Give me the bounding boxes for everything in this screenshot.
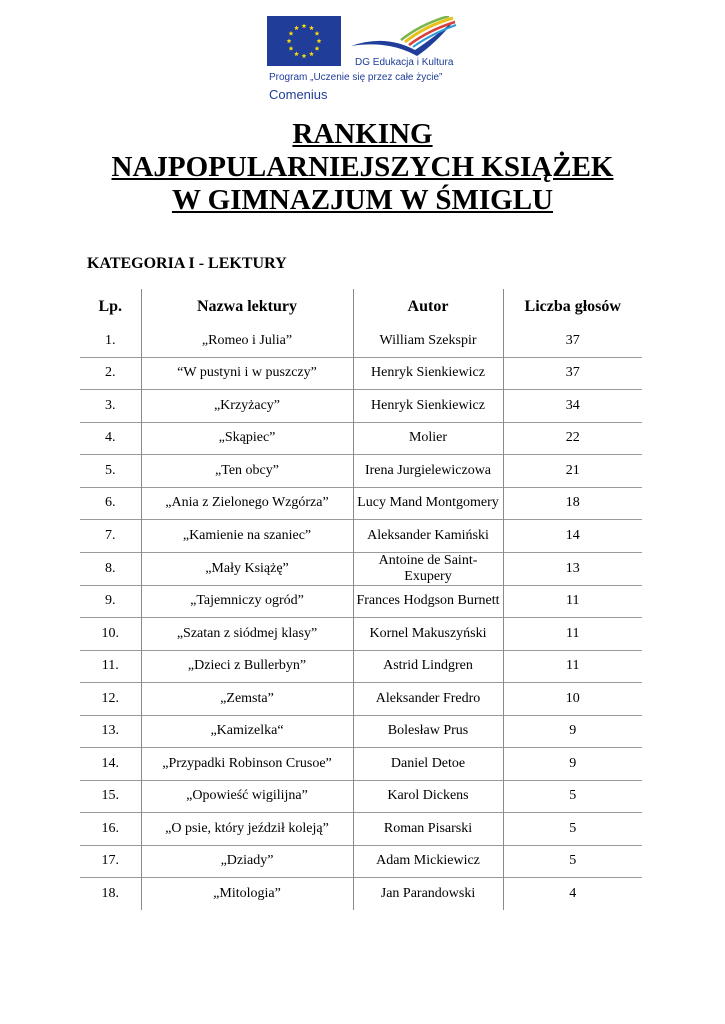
cell-lp: 8. [105,560,116,576]
cell-book-title: „Mały Książę” [141,552,353,585]
table-row [80,422,642,455]
cell-author: Jan Parandowski [353,878,503,910]
cell-votes: 37 [503,325,642,357]
header-author: Autor [353,289,503,325]
table-row [80,780,642,813]
cell-votes: 11 [503,650,642,683]
cell-lp: 1. [105,332,116,348]
header-title: Nazwa lektury [141,289,353,325]
cell-author: Astrid Lindgren [353,650,503,683]
cell-votes: 21 [503,455,642,488]
category-heading: KATEGORIA I - LEKTURY [87,255,287,272]
page-title [0,118,725,217]
logo-program-text: Program „Uczenie się przez całe życie” [269,72,443,83]
cell-book-title: „Mitologia” [141,878,353,910]
cell-book-title: „Skąpiec” [141,422,353,455]
cell-author: Adam Mickiewicz [353,845,503,878]
cell-book-title: „Dzieci z Bullerbyn” [141,650,353,683]
cell-author: Antoine de Saint-Exupery [353,552,503,585]
table-row [80,325,642,357]
header-lp: Lp. [98,298,123,315]
table-row [80,390,642,423]
table-row [80,715,642,748]
cell-author: Frances Hodgson Burnett [353,585,503,618]
table-row [80,487,642,520]
cell-lp: 10. [101,625,119,641]
title-line-3: W GIMNAZJUM W ŚMIGLU [171,184,554,216]
table-header-row [80,289,642,325]
table-row [80,683,642,716]
cell-lp: 15. [101,788,119,804]
cell-author: Aleksander Kamiński [353,520,503,553]
title-line-2: NAJPOPULARNIEJSZYCH KSIĄŻEK [111,151,614,183]
cell-author: Lucy Mand Montgomery [353,487,503,520]
cell-votes: 9 [503,715,642,748]
cell-book-title: „Kamienie na szaniec” [141,520,353,553]
table-row [80,455,642,488]
cell-author: Karol Dickens [353,780,503,813]
cell-lp: 3. [105,397,116,413]
cell-author: Henryk Sienkiewicz [353,357,503,390]
cell-author: William Szekspir [353,325,503,357]
cell-book-title: „Ten obcy” [141,455,353,488]
cell-lp: 14. [101,755,119,771]
eu-star-icon [309,25,314,30]
eu-star-icon [315,31,320,36]
eu-star-icon [317,38,322,43]
cell-votes: 13 [503,552,642,585]
cell-lp: 11. [101,658,119,674]
table-row [80,618,642,651]
cell-book-title: „Krzyżacy” [141,390,353,423]
eu-star-icon [302,53,307,58]
logo-dg-text: DG Edukacja i Kultura [355,57,454,68]
eu-stars-icon [267,16,341,66]
ranking-table [80,289,642,910]
table-row [80,748,642,781]
cell-votes: 22 [503,422,642,455]
cell-votes: 5 [503,845,642,878]
cell-votes: 18 [503,487,642,520]
title-line-1: RANKING [292,118,433,150]
cell-author: Daniel Detoe [353,748,503,781]
cell-author: Henryk Sienkiewicz [353,390,503,423]
cell-book-title: „Szatan z siódmej klasy” [141,618,353,651]
cell-book-title: „Zemsta” [141,683,353,716]
cell-book-title: “W pustyni i w puszczy” [141,357,353,390]
table-row [80,845,642,878]
cell-votes: 10 [503,683,642,716]
eu-star-icon [287,38,292,43]
cell-votes: 5 [503,780,642,813]
cell-author: Aleksander Fredro [353,683,503,716]
eu-star-icon [302,23,307,28]
cell-author: Bolesław Prus [353,715,503,748]
cell-lp: 9. [105,593,116,609]
eu-star-icon [309,51,314,56]
cell-book-title: „Romeo i Julia” [141,325,353,357]
cell-votes: 37 [503,357,642,390]
cell-lp: 17. [101,853,119,869]
cell-votes: 11 [503,585,642,618]
cell-book-title: „Przypadki Robinson Crusoe” [141,748,353,781]
header-votes: Liczba głosów [503,289,642,325]
cell-votes: 5 [503,813,642,846]
table-row [80,585,642,618]
cell-author: Kornel Makuszyński [353,618,503,651]
cell-book-title: „Kamizelka“ [141,715,353,748]
table-row [80,552,642,585]
cell-book-title: „Ania z Zielonego Wzgórza” [141,487,353,520]
cell-lp: 12. [101,690,119,706]
cell-votes: 9 [503,748,642,781]
eu-star-icon [294,25,299,30]
cell-book-title: „Opowieść wigilijna” [141,780,353,813]
cell-lp: 4. [105,430,116,446]
eu-star-icon [289,31,294,36]
cell-lp: 5. [105,462,116,478]
table-row [80,813,642,846]
eu-flag-icon [267,16,341,66]
cell-book-title: „Tajemniczy ogród” [141,585,353,618]
cell-lp: 6. [105,495,116,511]
table-row [80,520,642,553]
eu-star-icon [289,46,294,51]
cell-votes: 11 [503,618,642,651]
cell-lp: 13. [101,723,119,739]
table-row [80,878,642,910]
cell-lp: 18. [101,885,119,901]
cell-votes: 34 [503,390,642,423]
cell-votes: 14 [503,520,642,553]
cell-book-title: „Dziady” [141,845,353,878]
cell-author: Roman Pisarski [353,813,503,846]
cell-lp: 7. [105,527,116,543]
cell-lp: 2. [105,365,116,381]
cell-votes: 4 [503,878,642,910]
table-row [80,650,642,683]
eu-star-icon [315,46,320,51]
cell-author: Irena Jurgielewiczowa [353,455,503,488]
eu-star-icon [294,51,299,56]
cell-book-title: „O psie, który jeździł koleją” [141,813,353,846]
logo-comenius-text: Comenius [269,87,328,102]
cell-author: Molier [353,422,503,455]
cell-lp: 16. [101,820,119,836]
program-logo [267,16,457,106]
table-row [80,357,642,390]
